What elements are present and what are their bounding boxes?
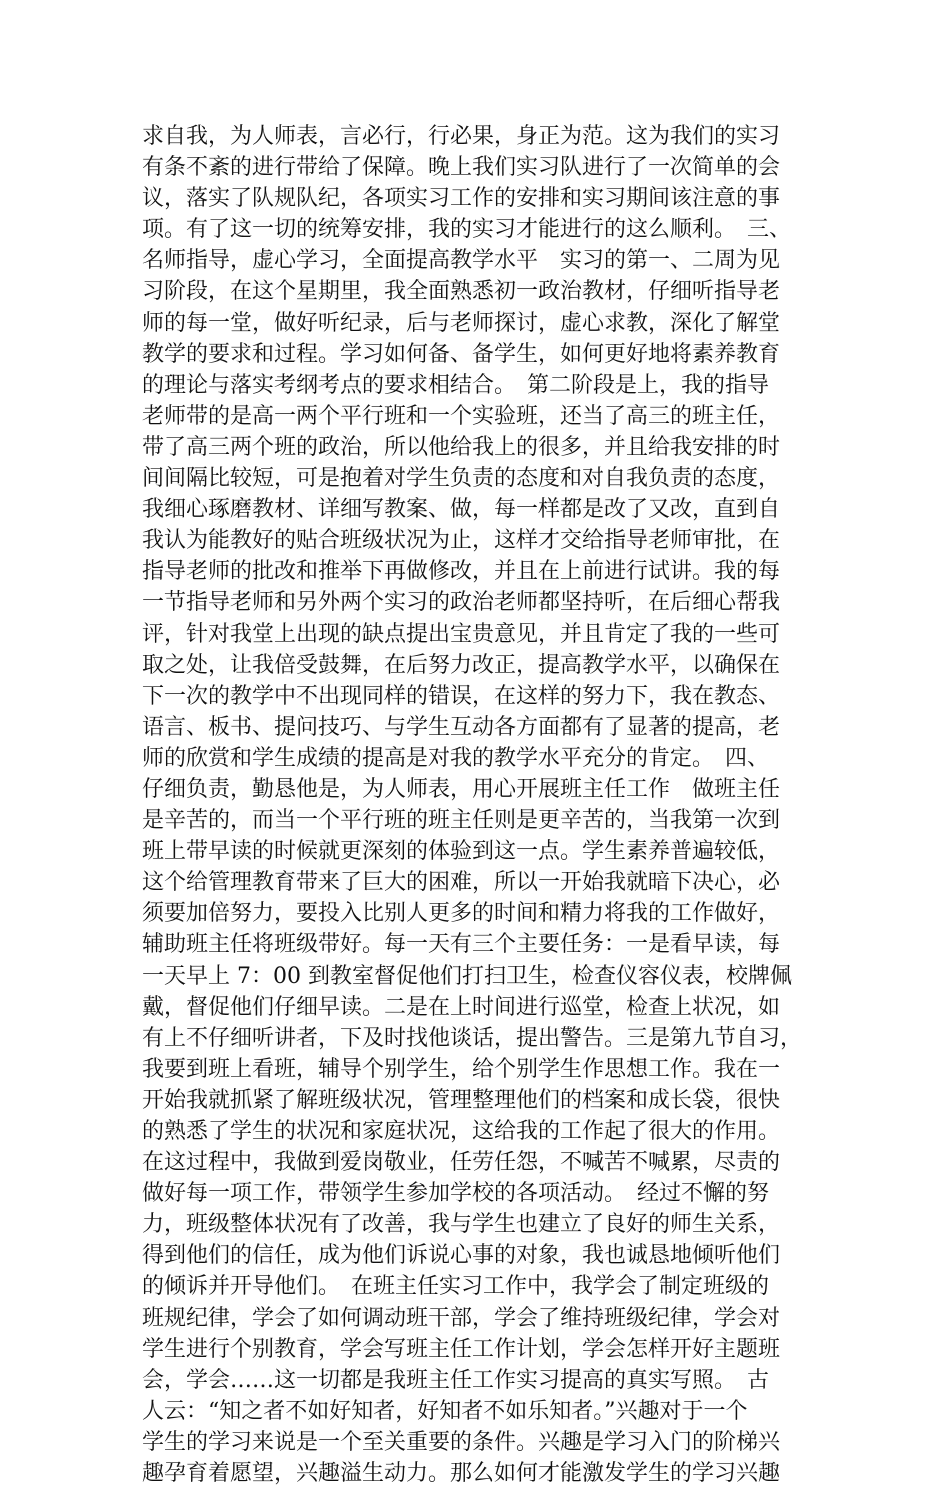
text-line: 有条不紊的进行带给了保障。晚上我们实习队进行了一次简单的会 — [142, 155, 781, 181]
text-line: 一天早上 7：00 到教室督促他们打扫卫生，检查仪容仪表，校牌佩 — [142, 963, 792, 989]
text-line: 会，学会……这一切都是我班主任工作实习提高的真实写照。 古 — [142, 1367, 770, 1393]
text-line: 间间隔比较短，可是抱着对学生负责的态度和对自我负责的态度， — [142, 466, 781, 492]
text-line: 须要加倍努力，要投入比别人更多的时间和精力将我的工作做好， — [142, 901, 781, 927]
text-line: 议，落实了队规队纪，各项实习工作的安排和实习期间该注意的事 — [142, 186, 781, 212]
text-line: 趣孕育着愿望，兴趣溢生动力。那么如何才能激发学生的学习兴趣 — [142, 1461, 781, 1487]
text-line: 我要到班上看班，辅导个别学生，给个别学生作思想工作。我在一 — [142, 1056, 781, 1082]
text-line: 求自我，为人师表，言必行，行必果，身正为范。这为我们的实习 — [142, 124, 781, 149]
text-line: 做好每一项工作，带领学生参加学校的各项活动。 经过不懈的努 — [142, 1181, 770, 1207]
text-line: 师的每一堂，做好听纪录，后与老师探讨，虚心求教，深化了解堂 — [142, 310, 781, 336]
text-line: 师的欣赏和学生成绩的提高是对我的教学水平充分的肯定。 四、 — [142, 745, 770, 771]
text-line: 名师指导，虚心学习，全面提高教学水平 实习的第一、二周为见 — [142, 248, 781, 274]
text-line: 是辛苦的，而当一个平行班的班主任则是更辛苦的，当我第一次到 — [142, 808, 781, 834]
text-line: 老师带的是高一两个平行班和一个实验班，还当了高三的班主任， — [142, 403, 781, 429]
body-text — [142, 121, 822, 1489]
text-line: 戴，督促他们仔细早读。二是在上时间进行巡堂，检查上状况，如 — [142, 994, 781, 1020]
text-line: 仔细负责，勤恳他是，为人师表，用心开展班主任工作 做班主任 — [142, 776, 781, 802]
text-line: 语言、板书、提问技巧、与学生互动各方面都有了显著的提高，老 — [142, 714, 781, 740]
text-line: 学生进行个别教育，学会写班主任工作计划，学会怎样开好主题班 — [142, 1336, 781, 1362]
text-line: 指导老师的批改和推举下再做修改，并且在上前进行试讲。我的每 — [142, 559, 781, 585]
text-line: 得到他们的信任，成为他们诉说心事的对象，我也诚恳地倾听他们 — [142, 1243, 781, 1269]
text-line: 取之处，让我倍受鼓舞，在后努力改正，提高教学水平，以确保在 — [142, 652, 781, 678]
text-line: 教学的要求和过程。学习如何备、备学生，如何更好地将素养教育 — [142, 341, 781, 367]
text-line: 习阶段，在这个星期里，我全面熟悉初一政治教材，仔细听指导老 — [142, 279, 781, 305]
text-line: 的倾诉并开导他们。 在班主任实习工作中，我学会了制定班级的 — [142, 1274, 770, 1300]
text-line: 项。有了这一切的统筹安排，我的实习才能进行的这么顺利。 三、 — [142, 217, 792, 243]
text-line: 力，班级整体状况有了改善，我与学生也建立了良好的师生关系， — [142, 1212, 781, 1238]
text-line: 评，针对我堂上出现的缺点提出宝贵意见，并且肯定了我的一些可 — [142, 621, 781, 647]
text-line: 在这过程中，我做到爱岗敬业，任劳任怨，不喊苦不喊累，尽责的 — [142, 1150, 781, 1176]
text-line: 开始我就抓紧了解班级状况，管理整理他们的档案和成长袋，很快 — [142, 1087, 781, 1113]
text-line: 下一次的教学中不出现同样的错误，在这样的努力下，我在教态、 — [142, 683, 781, 709]
text-line: 的熟悉了学生的状况和家庭状况，这给我的工作起了很大的作用。 — [142, 1119, 781, 1144]
text-line: 班规纪律，学会了如何调动班干部，学会了维持班级纪律，学会对 — [142, 1305, 781, 1331]
text-line: 班上带早读的时候就更深刻的体验到这一点。学生素养普遍较低， — [142, 839, 781, 865]
text-line: 我细心琢磨教材、详细写教案、做，每一样都是改了又改，直到自 — [142, 497, 781, 523]
text-line: 人云：“知之者不如好知者，好知者不如乐知者。”兴趣对于一个 — [142, 1398, 748, 1424]
text-line: 一节指导老师和另外两个实习的政治老师都坚持听，在后细心帮我 — [142, 590, 781, 616]
text-line: 带了高三两个班的政治，所以他给我上的很多，并且给我安排的时 — [142, 434, 781, 460]
text-line: 学生的学习来说是一个至关重要的条件。兴趣是学习入门的阶梯兴 — [142, 1429, 781, 1455]
text-line: 这个给管理教育带来了巨大的困难，所以一开始我就暗下决心，必 — [142, 870, 781, 896]
text-line: 有上不仔细听讲者，下及时找他谈话，提出警告。三是第九节自习， — [142, 1025, 803, 1051]
text-line: 的理论与落实考纲考点的要求相结合。 第二阶段是上，我的指导 — [142, 372, 770, 398]
text-line: 辅助班主任将班级带好。每一天有三个主要任务：一是看早读，每 — [142, 932, 781, 958]
text-line: 我认为能教好的贴合班级状况为止，这样才交给指导老师审批，在 — [142, 528, 781, 554]
